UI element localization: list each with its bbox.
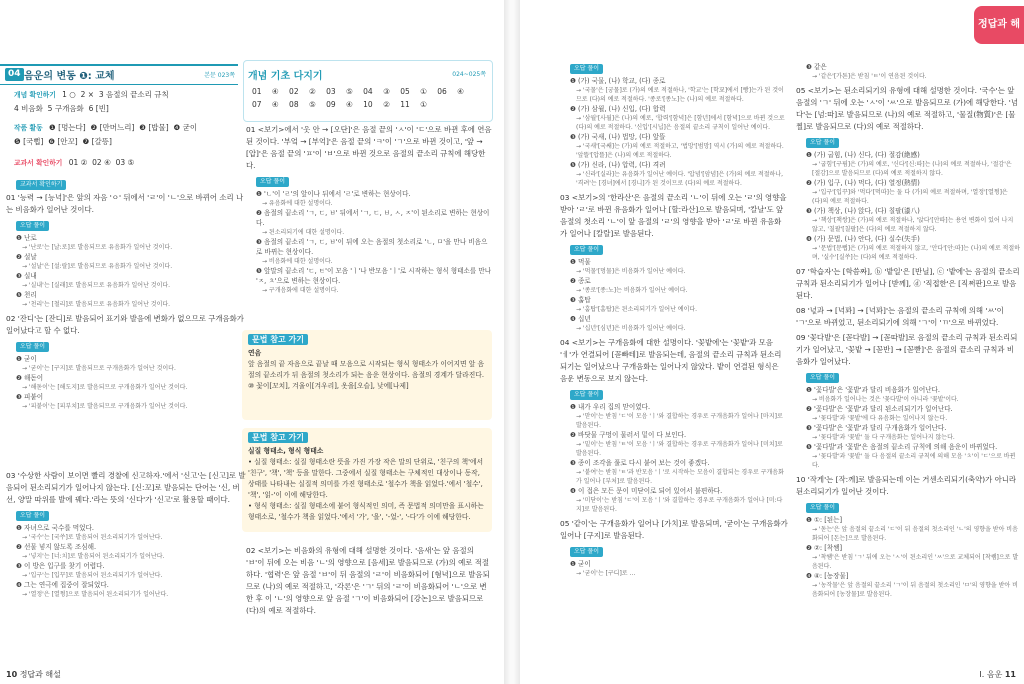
wrong-answer-tag: 오답 풀이: [16, 221, 49, 231]
explanation: → 구개음화에 대한 설명이다.: [262, 287, 339, 294]
grammar-example: ⑩ 꽃이[꼬치], 겨울이[겨우리], 옷을[오슬], 낮에[나제]: [248, 382, 409, 390]
option: ❸ 음절의 끝소리 'ㄱ, ㄷ, ㅂ'이 뒤에 오는 음절의 첫소리로 'ㄴ, ㅁ'을 만나 비음으로 바뀌는 현상이다.: [256, 238, 488, 256]
grammar-box-2: [242, 428, 492, 532]
option: ❺ 천리: [16, 291, 37, 299]
question-05: 05 '같이'는 구개음화가 일어나 [가치]로 발음되며, '굳이'는 구개음화가 일어나 [구지]로 발음된다.: [560, 519, 788, 540]
option: ❷ 종로: [570, 277, 591, 285]
left-column-bottom: [6, 470, 246, 599]
option: ❶ 난로: [16, 234, 37, 242]
footer-section: I. 음운: [979, 670, 1003, 679]
answer: 02 ②: [289, 87, 316, 96]
explanation: → '피붙이'는 [피부치]로 발음되므로 구개음화가 일어난 것이다.: [22, 403, 188, 410]
answers-tab: 정답과 해설: [974, 6, 1024, 44]
wrong-answer-tag: 오답 풀이: [806, 373, 839, 383]
section-tag: 교과서 확인하기: [16, 180, 66, 190]
middle-column: [246, 124, 492, 295]
answer: 5 구개음화: [47, 104, 84, 113]
wrong-answer-tag: 오답 풀이: [570, 245, 603, 255]
question-09: 09 '꽃다발'은 [꼳다발] → [꼳따발]로 음절의 끝소리 규칙과 된소리되기가 일어났고, '꽃밭 → [꼳반] → [꼳빧]'은 음절의 끝소리 규칙과 비음화가 일어났다.: [796, 333, 1018, 366]
explanation: → '맏이'는 받침 'ㄷ'이 모음 'ㅣ'와 결합하는 경우로 구개음화가 일어나 [마지]로 발음된다.: [576, 413, 783, 429]
q05-options: [560, 545, 788, 578]
option: ❹ 이 접은 모든 문이 미닫이로 되어 있어서 불편하다.: [570, 487, 723, 495]
question-04: 04 <보기>는 구개음화에 대한 설명이다. '꽃밭에'는 '꽃밭'과 모음 'ㅔ'가 연결되어 [꼳빠테]로 발음되는데, 음절의 끝소리 규칙과 된소리되기는 일어났으나 구개음화는 일어나지 않았다. 밭이 연결된 형식은 음운 변동으로 보지 않는다.: [560, 338, 782, 383]
answer: 07 ④: [252, 100, 279, 109]
check-label: 개념 확인하기: [14, 91, 56, 99]
answer: ❶ [멍는다]: [49, 123, 86, 132]
q03r-options: [560, 243, 788, 333]
answer: ❻ [안꼬]: [48, 137, 78, 146]
explanation: → '신라'[실라]는 유음화가 일어난 예이다. '압념'[암념]은 (가)의 예로 적절하나, '격려'는 [경녀]에서 [경니]가 된 것이므로 (다)의 예로 적절하다.: [576, 171, 784, 187]
explanation: → '꽃다발'과 '꽃밭' 둘 다 음절의 끝소리 규칙에 의해 모음 'ㅊ'이 'ㄷ'으로 바뀐다.: [812, 453, 1016, 469]
option: ❸ 같은: [806, 63, 827, 71]
answer: 05 ①: [400, 87, 427, 96]
answer: 01 ②: [68, 158, 88, 167]
option: ❸ (가) 국새, (나) 법망, (다) 앞뜰: [570, 133, 666, 141]
wrong-answer-tag: 오답 풀이: [570, 547, 603, 557]
explanation: → '밑이'는 받침 'ㅌ'이 모음 'ㅣ'와 결합하는 경우로 구개음화가 일어나 [미치]로 발음된다.: [576, 441, 783, 457]
practice-answers: [14, 121, 246, 148]
explanation: → '열정'은 [열쩡]으로 발음되어 된소리되기가 일어난다.: [22, 591, 169, 598]
grammar-body-2: • 형식 형태소: 실질 형태소에 붙어 형식적인 의미, 즉 문법적 의미만을 표시하는 형태소로, '철수가 책을 읽었다.'에서 '가', '을', '-었-', '-다'가 이에 해당한다.: [248, 502, 484, 521]
grammar-head: 연음: [248, 349, 262, 357]
page-number: 11: [1004, 670, 1016, 679]
concept-box: [243, 60, 493, 122]
practice-label: 작품 활동: [14, 124, 43, 132]
q05b-options: [796, 136, 1020, 262]
question-03: 03 '수상한 사람이 보이면 빨리 경찰에 신고하자.'에서 '신고'는 [신고]로 발음되어 된소리되기가 일어나지 않는다. [신:꼬]로 발음되는 단어는 '신, 버선, 양말 따위를 발에 꿰다.'라는 뜻의 '신다'가 '신고'로 활용할 때이다.: [6, 471, 246, 504]
answer: 06 ④: [437, 87, 464, 96]
option: ❺ 앞말의 끝소리 'ㄷ, ㅌ'이 모음 'ㅣ'나 반모음 'ㅣ'로 시작하는 형식 형태소를 만나 'ㅈ, ㅊ'으로 변하는 현상이다.: [256, 267, 492, 285]
option: ❸ (가) 책상, (나) 앉다, (다) 칠팔(漆八): [806, 207, 920, 215]
option: ❹ 그는 연극에 집중이 잘되었다.: [16, 581, 109, 589]
wrong-answer-tag: 오답 풀이: [806, 503, 839, 513]
explanation: → '국수'는 [국쑤]로 발음되어 된소리되기가 일어난다.: [22, 534, 163, 541]
q01-options: [6, 233, 246, 309]
option: ❸ 피붙이: [16, 393, 44, 401]
explanation: → '굽힘'[구핌]은 (가)의 예로, '신다'[신:따]는 (나)의 예로 적절하나, '절감'은 [절감]으로 발음되므로 (다)의 예로 적절하지 않다.: [812, 161, 1012, 177]
option: ❶ 굳이: [16, 355, 37, 363]
option: ❷ 설날: [16, 253, 37, 261]
explanation: → '입구'[입꾸]와 '먹다'[먹따]는 둘 다 (가)의 예로 적절하며, '열정'[열쩡]은 (다)의 예로 적절하다.: [812, 189, 1008, 205]
left-column: [6, 88, 246, 411]
explanation: → '꽃다발'과 '꽃밭'에 다 유음화는 일어나지 않는다.: [812, 415, 948, 422]
grammar-body: 앞 음절의 끝 자음으로 끝날 때 모음으로 시작되는 형식 형태소가 이어지면 앞 음절의 끝소리가 뒤 음절의 첫소리가 되는 음운 현상이다. 음절의 경계가 달라진다.: [248, 360, 485, 379]
option: ❸ 이 방은 입구를 찾기 어렵다.: [16, 562, 105, 570]
explanation: → '국물'은 [궁물]로 (가)의 예로 적절하나, '학교'는 [학꾜]에서 [빵]는가 된 것이므로 (다)의 예로 적절하다. '종로'[종노]는 (나)의 예로 적절하다.: [576, 87, 784, 103]
wrong-answer-tag: 오답 풀이: [806, 138, 839, 148]
answer: 1 ○: [62, 90, 76, 99]
answer: 6 [빈]: [88, 104, 109, 113]
answer: 02 ④: [92, 158, 111, 167]
explanation: → '굳이'는 [구지]로 발음되므로 구개음화가 일어난 것이다.: [22, 365, 176, 372]
middle-column-bottom: [246, 545, 492, 620]
answer: ❷ [만머느리]: [90, 123, 135, 132]
explanation: → '천리'는 [철리]로 발음되므로 유음화가 일어난 것이다.: [22, 301, 171, 308]
right-footer: [979, 669, 1016, 680]
answer: 04 ③: [363, 87, 390, 96]
grammar-title: 문법 참고 가기: [248, 432, 308, 443]
answer: 10 ②: [363, 100, 390, 109]
question-05b: 05 <보기>는 된소리되기의 유형에 대해 설명한 것이다. '국수'는 앞 음절의 'ㄱ' 뒤에 오는 'ㅅ'이 'ㅆ'으로 발음되므로 (가)에 해당한다. '넘다'는 [넘:따]로 발음되므로 (나)의 예로 적절하고, '물질(物質)'은 [물찔]로 발음되므로 (다)의 예로 적절하다.: [796, 86, 1018, 131]
lesson-number: 04: [5, 68, 24, 81]
wrong-answer-tag: 오답 풀이: [570, 64, 603, 74]
left-page: [0, 0, 504, 684]
option: ❶ 내가 우리 집의 맏이였다.: [570, 403, 651, 411]
option: ❶ '꽃다발'은 '꽃밭'과 달리 비음화가 일어난다.: [806, 386, 941, 394]
right-column-1: [560, 62, 788, 578]
explanation: → '해돋이'는 [해도지]로 발음되므로 구개음화가 일어난 것이다.: [22, 384, 188, 391]
option: ❶ 'ㄴ'이 'ㄹ'의 앞이나 뒤에서 'ㄹ'로 변하는 현상이다.: [256, 190, 411, 198]
option: ❸ 훔탑: [570, 296, 591, 304]
option: ❺ (가) 신라, (나) 압력, (다) 격려: [570, 161, 666, 169]
lesson-header: [0, 64, 238, 85]
right-column-2: [796, 62, 1020, 599]
q03-options: [6, 523, 246, 599]
explanation: → '삼월'[사월]은 (나)의 예로, '합력'[함녁]은 [함년]에서 [함녁]으로 바뀐 것으로 (다)의 예로 적절하다. '신입'[시닙]은 음절의 끝소리 규칙이 일어난 예이다.: [576, 115, 785, 131]
option: ❷ 음절의 끝소리 'ㄱ, ㄷ, ㅂ' 뒤에서 'ㄱ, ㄷ, ㅂ, ㅅ, ㅈ'이 된소리로 변하는 현상이다.: [256, 209, 490, 227]
explanation: → '입구'는 [입꾸]로 발음되어 된소리되기가 일어난다.: [22, 572, 163, 579]
answer: 03 ⑤: [115, 158, 135, 167]
explanation: → '난로'는 [날:로]로 발음되므로 유음화가 일어난 것이다.: [22, 244, 173, 251]
grammar-body-1: • 실질 형태소: 실질 형태소란 뜻을 가진 가장 작은 말의 단위로, '친구의 책'에서 '친구', '책', '책' 등을 말한다. 그중에서 실질 형태소는 구체적인 대상이나 동작, 상태를 나타내는 실질적 의미를 가진 형태소로 '철수가 책을 읽었다.'에서 '철수', '책', '읽-'이 이에 해당한다.: [248, 458, 484, 499]
explanation: → '십년'[심년]은 비음화가 일어난 예이다.: [576, 325, 686, 332]
explanation: → '문법'[문뻡]은 (가)의 예로 적절하지 않고, '안다'[안:따]는 (나)의 예로 적절하며, '실수'[실쑤]는 (다)의 예로 적절하다.: [812, 245, 1020, 261]
explanation: → '착쌤'은 받침 'ㄱ' 뒤에 오는 'ㅅ'이 된소리인 'ㅆ'으로 교체되어 [착쌤]으로 발음된다.: [812, 554, 1019, 570]
option: ❶ 먹물: [570, 258, 591, 266]
explanation: → '붙여'는 받침 'ㅌ'과 반모음 'ㅣ'로 시작하는 모음이 결합되는 경우로 구개음화가 일어나 [부처]로 발음된다.: [576, 469, 784, 485]
wrong-answer-tag: 오답 풀이: [16, 511, 49, 521]
concept-title: 개념 기초 다지기: [248, 71, 323, 82]
option: ❶ (가) 굽힘, (나) 신다, (다) 절감(絶感): [806, 151, 920, 159]
explanation: → 유음화에 대한 설명이다.: [262, 200, 333, 207]
page-number: 10: [6, 670, 18, 679]
question-07: 07 '학습자'는 [학씀짜], ⓑ '밭일'은 [반닐], ⓒ '밭에'는 음절의 끝소리 규칙과 된소리되기가 일어나 [받께], ⓓ '직접한'은 [직쩌판]으로 발음된다.: [796, 267, 1020, 300]
answer: ❺ [국뻡]: [14, 137, 44, 146]
question-08: 08 '넋과 → [넉꽈] → [넉꽈]'는 음절의 끝소리 규칙에 의해 'ㅆ'이 'ㄱ'으로 바뀌었고, 된소리되기에 의해 'ㄱ'이 'ㄲ'으로 바뀌었다.: [796, 306, 1004, 327]
explanation: → '꽃다발'과 '꽃밭' 둘 다 구개음화는 일어나지 않는다.: [812, 434, 955, 441]
left-footer: [6, 669, 61, 680]
explanation: → '넣지'는 [너:치]로 발음되어 된소리되기가 일어난다.: [22, 553, 165, 560]
explanation: → '종로'[종:노]는 비음화가 일어난 예이다.: [576, 287, 688, 294]
option: ❸ 실내: [16, 272, 37, 280]
footer-title: 정답과 해설: [19, 670, 61, 679]
grammar-box-1: [242, 330, 492, 420]
option: ❷ 해돋이: [16, 374, 44, 382]
explanation: → '미닫이'는 받침 'ㄷ'이 모음 'ㅣ'와 결합하는 경우로 구개음화가 일어나 [미:다지]로 발음된다.: [576, 497, 783, 513]
option: ❷ ②: [착쌤]: [806, 544, 843, 552]
answer: ❼ [갈뜽]: [82, 137, 112, 146]
q02-options: [6, 354, 246, 411]
q02b-continued: [560, 62, 788, 188]
right-page: [520, 0, 1024, 684]
answer: 3 음절의 끝소리 규칙: [98, 90, 169, 99]
grammar-head: 실질 형태소, 형식 형태소: [248, 447, 324, 455]
explanation: → '같은'[가튼]은 받침 'ㅌ'이 연음된 것이다.: [812, 73, 927, 80]
option: ❷ (가) 삼월, (나) 신입, (다) 합력: [570, 105, 666, 113]
option: ❷ 선물 넣지 않도록 조심해.: [16, 543, 97, 551]
explanation: → 비음화에 대한 설명이다.: [262, 258, 333, 265]
option: ❷ '꽃다발'은 '꽃밭'과 달리 된소리되기가 일어난다.: [806, 405, 953, 413]
explanation: → '책상'[책쌍]은 (가)의 예로 적절하나, '앉다'[안따]는 용언 변화이 있어 나지 않고, '칠팔'[칠팔]은 (다)의 예로 적절하지 않다.: [812, 217, 1014, 233]
book-gutter: [504, 0, 520, 684]
explanation: → '농작물'은 앞 음절의 끝소리 'ㄱ'이 뒤 음절의 첫소리인 'ㅁ'의 영향을 받아 비음화되어 [농장물]로 발음된다.: [812, 582, 1018, 598]
option: ❷ (가) 입구, (나) 먹다, (다) 열정(熱情): [806, 179, 920, 187]
question-10: 10 '작게'는 [작:께]로 발음되는데 이는 거센소리되기(축약)가 아니라 된소리되기가 일어난 것이다.: [796, 475, 1017, 496]
q09-options: [796, 371, 1020, 470]
q01b-options: [246, 189, 492, 295]
answer: 11 ①: [400, 100, 427, 109]
answer: 03 ⑤: [326, 87, 353, 96]
explanation: → 된소리되기에 대한 설명이다.: [262, 229, 345, 236]
explanation: → '설날'은 [설:랄]로 발음되므로 유음화가 일어난 것이다.: [22, 263, 173, 270]
lesson-page-ref: 본문 023쪽: [204, 72, 235, 79]
option: ❹ ④: [농장물]: [806, 572, 849, 580]
option: ❶ 굳이: [570, 560, 591, 568]
option: ❺ '꽃다발'과 '꽃밭'은 음절의 끝소리 규칙에 의해 음운이 바뀌었다.: [806, 443, 998, 451]
check-answers: [14, 88, 246, 115]
wrong-answer-tag: 오답 풀이: [16, 342, 49, 352]
question-01: 01 '능력 → [능넉]'은 앞의 자음 'ㅇ' 뒤에서 'ㄹ'이 'ㄴ'으로 바뀌어 소리 나는 비음화가 일어난 것이다.: [6, 193, 244, 214]
explanation: → '훔탑'[훔탑]은 된소리되기가 일어난 예이다.: [576, 306, 698, 313]
explanation: → '국새'[국쌔]는 (가)의 예로 적절하고, '법망'[범망] 역시 (가)의 예로 적절하다. '앞뜰'[압뜰]은 (나)의 예로 적절하다.: [576, 143, 784, 159]
answer: 09 ④: [326, 100, 353, 109]
answer: 01 ④: [252, 87, 279, 96]
q04-options: [560, 388, 788, 514]
explanation: → '먹물'[멍물]은 비음화가 일어난 예이다.: [576, 268, 686, 275]
option: ❶ ①: [된는]: [806, 516, 843, 524]
lesson-title: 음운의 변동 ❶: 교체: [24, 71, 115, 82]
explanation: → '굳이'는 [구디]로 ...: [576, 570, 636, 577]
question-02: 02 '잔디'는 [잔디]로 발음되어 표기와 발음에 변화가 없으므로 구개음화가 일어났다고 할 수 없다.: [6, 314, 244, 335]
answer: 4 비음화: [14, 104, 43, 113]
explanation: → 비음화가 일어나는 것은 '꽃다발'이 아니라 '꽃밭'이다.: [812, 396, 959, 403]
explanation: → '실내'는 [실래]로 발음되므로 유음화가 일어난 것이다.: [22, 282, 171, 289]
answer: 2 ×: [80, 90, 95, 99]
wrong-answer-tag: 오답 풀이: [256, 177, 289, 187]
answer: ❹ 굳이: [173, 123, 198, 132]
q10-options: [796, 501, 1020, 599]
option: ❷ 바닷물 구멍이 물러서 밑이 다 보인다.: [570, 431, 687, 439]
option: ❶ 자녀으로 국수를 먹었다.: [16, 524, 94, 532]
option: ❹ (가) 문법, (나) 안다, (다) 실수(失手): [806, 235, 920, 243]
answer: 08 ⑤: [289, 100, 316, 109]
concept-page-ref: 024~025쪽: [452, 71, 486, 78]
option: ❶ (가) 국물, (나) 학교, (다) 종로: [570, 77, 666, 85]
question-01b: 01 <보기>에서 '옷 안 → [오단]'은 음절 끝의 'ㅅ'이 'ㄷ'으로 바뀐 후에 연음된 것이다. '부엌 → [부억]'은 음절 끝의 'ㅋ'이 'ㄱ'으로 바뀐 것이고, '앞 → [압]'은 음절 끝의 'ㅍ'이 'ㅂ'으로 바뀐 것으로 음절의 끝소리 규칙에 해당한다.: [246, 125, 492, 170]
grammar-title: 문법 참고 가기: [248, 334, 308, 345]
textbook-label: 교과서 확인하기: [14, 159, 63, 167]
textbook-answers: [14, 156, 246, 170]
explanation: → '돋는'은 앞 음절의 끝소리 'ㄷ'이 뒤 음절의 첫소리인 'ㄴ'의 영향을 받아 비음화되어 [돈는]으로 발음된다.: [812, 526, 1018, 542]
concept-answers: [252, 85, 464, 111]
option: ❸ '꽃다발'은 '꽃밭'과 달리 구개음화가 일어난다.: [806, 424, 947, 432]
question-02b: 02 <보기>는 비음화의 유형에 대해 설명한 것이다. '음새'는 앞 음절의 'ㅂ'이 뒤에 오는 비음 'ㄴ'의 영향으로 [음세]로 발음되므로 (가)의 예로 적절하다. '협력'은 앞 음절 'ㅂ'이 뒤 음절의 'ㄹ'이 비음화되어 [혐녁]으로 발음되므로 (나)의 예로 적절하고, '각론'은 'ㄱ' 뒤의 'ㄹ'이 비음화되어 'ㄴ'으로 변한 후 이 'ㄴ'의 영향으로 앞 음절 'ㄱ'이 비음화되어 [강논]으로 발음되므로 (다)의 예로 적절하다.: [246, 546, 490, 615]
option: ❹ 십년: [570, 315, 591, 323]
option: ❸ 종이 조각을 풀로 다시 붙여 보는 것이 좋겠다.: [570, 459, 710, 467]
wrong-answer-tag: 오답 풀이: [570, 390, 603, 400]
question-03r: 03 <보기>의 '한라산'은 음절의 끝소리 'ㄴ'이 뒤에 오는 'ㄹ'의 영향을 받아 'ㄹ'로 바뀐 유음화가 일어나 [할:라산]으로 발음되며, '칼날'도 앞 음절의 첫소리 'ㄴ'이 앞 음절의 'ㄹ'의 영향을 받아 'ㄹ'로 바뀐 유음화가 일어나 [칼랄]로 발음된다.: [560, 193, 787, 238]
answer: ❸ [밥물]: [139, 123, 169, 132]
